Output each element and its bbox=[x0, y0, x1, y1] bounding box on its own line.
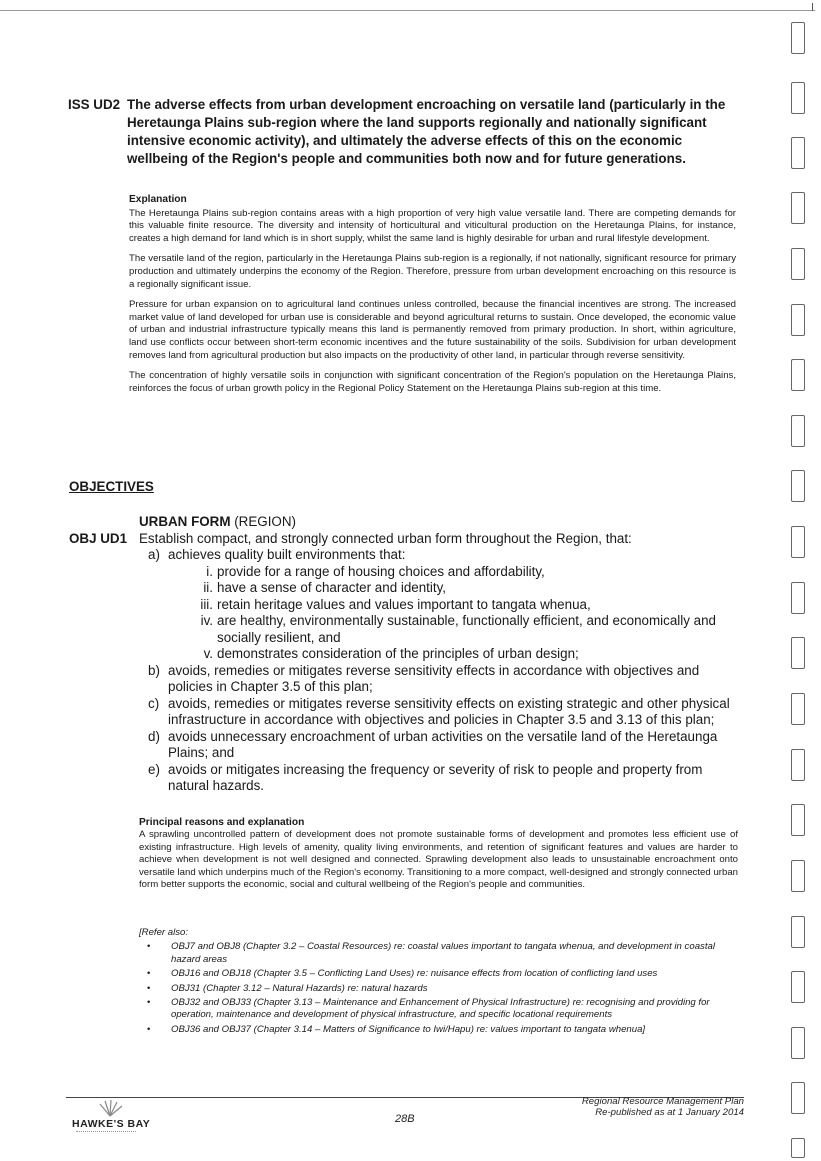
objective-sub-text: have a sense of character and identity, bbox=[217, 580, 447, 595]
objective-sub-label: iii. bbox=[200, 596, 213, 612]
objective-item bbox=[148, 547, 738, 663]
refer-also-item bbox=[139, 1024, 738, 1036]
refer-also-item bbox=[139, 941, 738, 966]
objective-code: OBJ UD1 bbox=[69, 531, 128, 546]
objective-sub-text: retain heritage values and values important to tangata whenua, bbox=[217, 596, 591, 612]
explanation-paragraph: The concentration of highly versatile soils in conjunction with significant concentration of the Region's population on the Heretaunga Plains, reinforces the focus of urban growth policy in the Regional Policy Statement on the Heretaunga Plains sub-region at this time. bbox=[129, 370, 736, 394]
objective-sub-item bbox=[168, 646, 738, 663]
objective-item bbox=[148, 663, 738, 696]
explanation-heading: Explanation bbox=[129, 194, 187, 205]
objective-sub-list bbox=[168, 564, 738, 663]
issue-block bbox=[68, 96, 738, 168]
republished-date: Re-published as at 1 January 2014 bbox=[595, 1107, 744, 1118]
objective-item-label: b) bbox=[148, 662, 160, 678]
objective-sub-label: ii. bbox=[203, 580, 213, 595]
refer-also-text: OBJ16 and OBJ18 (Chapter 3.5 – Conflicting Land Uses) re: nuisance effects from location of conflicting land uses bbox=[171, 968, 658, 980]
objective-item-label: e) bbox=[148, 761, 160, 777]
binder-hole bbox=[791, 1138, 805, 1158]
bullet-icon: • bbox=[147, 1023, 151, 1035]
binder-hole bbox=[791, 916, 805, 948]
binder-hole bbox=[791, 526, 805, 558]
explanation-paragraph: The versatile land of the region, particularly in the Heretaunga Plains sub-region is a regionally, if not nationally, significant resource for primary production and ultimately underpins the economy of the Region. Therefore, pressure from urban development encroaching on this resource is a regionally significant issue. bbox=[129, 253, 736, 290]
bullet-icon: • bbox=[147, 982, 151, 994]
reasons-heading: Principal reasons and explanation bbox=[139, 817, 305, 828]
footer-plan-info bbox=[540, 1096, 744, 1118]
refer-also-item bbox=[139, 983, 738, 995]
binder-hole bbox=[791, 637, 805, 669]
plan-title: Regional Resource Management Plan bbox=[581, 1096, 744, 1107]
refer-also-text: OBJ7 and OBJ8 (Chapter 3.2 – Coastal Resources) re: coastal values important to tangata whenua, and development in coastal hazard areas bbox=[171, 941, 715, 965]
bullet-icon: • bbox=[147, 968, 151, 980]
bullet-icon: • bbox=[147, 997, 151, 1009]
explanation-section bbox=[129, 194, 736, 403]
objective-sub-text: provide for a range of housing choices and affordability, bbox=[217, 563, 545, 579]
binder-hole bbox=[791, 804, 805, 836]
refer-also-text: OBJ32 and OBJ33 (Chapter 3.13 – Maintenance and Enhancement of Physical Infrastructure) re: recognising and providing for operation, maintenance and development of physical infrastructure, and specific locational requirements bbox=[171, 997, 710, 1021]
objective-intro: Establish compact, and strongly connected urban form throughout the Region, that: bbox=[139, 531, 632, 546]
binder-hole bbox=[791, 860, 805, 892]
objective-item bbox=[148, 729, 738, 762]
objective-sub-item bbox=[168, 597, 738, 614]
binder-hole bbox=[791, 304, 805, 336]
explanation-paragraph: The Heretaunga Plains sub-region contains areas with a high proportion of very high value versatile land. There are competing demands for this valuable finite resource. The diversity and intensity of horticultural and viticultural production on the Heretaunga Plains, for instance, creates a high demand for land which is in short supply, whilst the same land is highly desirable for urban and rural lifestyle development. bbox=[129, 207, 736, 244]
binder-hole bbox=[791, 1082, 805, 1114]
issue-text: The adverse effects from urban development encroaching on versatile land (particularly in the Heretaunga Plains sub-region where the land supports regionally and nationally significant intensive economic activity), and ultimately the adverse effects of this on the economic wellbeing of the Region's people and communities both now and for future generations. bbox=[127, 97, 726, 166]
objective-item bbox=[148, 696, 738, 729]
binder-hole bbox=[791, 192, 805, 224]
binder-hole bbox=[791, 582, 805, 614]
refer-also-list bbox=[139, 941, 738, 1036]
top-rule bbox=[0, 10, 815, 11]
objective-item-text: achieves quality built environments that: bbox=[168, 547, 406, 562]
objective-item-label: c) bbox=[148, 695, 160, 711]
binder-hole bbox=[791, 82, 805, 114]
objective-sub-text: are healthy, environmentally sustainable, functionally efficient, and economically and socially resilient, and bbox=[217, 613, 716, 645]
refer-also-text: OBJ31 (Chapter 3.12 – Natural Hazards) re: natural hazards bbox=[171, 982, 428, 994]
binder-hole bbox=[791, 971, 805, 1003]
objective-sub-item bbox=[168, 580, 738, 597]
logo-underline bbox=[76, 1131, 136, 1132]
binder-hole bbox=[791, 1027, 805, 1059]
objective-item-text: avoids unnecessary encroachment of urban activities on the versatile land of the Heretaunga Plains; and bbox=[168, 728, 718, 760]
objective-item-text: avoids, remedies or mitigates reverse sensitivity effects in accordance with objectives and policies in Chapter 3.5 of this plan; bbox=[168, 662, 700, 694]
urban-form-suffix: (REGION) bbox=[230, 514, 296, 529]
objective-sub-label: i. bbox=[206, 563, 213, 579]
objective-sub-label: v. bbox=[203, 646, 213, 661]
binder-hole bbox=[791, 470, 805, 502]
refer-also-section bbox=[139, 927, 738, 1038]
objective-list bbox=[148, 547, 738, 795]
bullet-icon: • bbox=[147, 941, 151, 953]
binder-holes bbox=[789, 22, 811, 1157]
objective-item-text: avoids, remedies or mitigates reverse sensitivity effects on existing strategic and other physical infrastructure in accordance with objectives and policies in Chapter 3.5 and 3.13 of this plan; bbox=[168, 695, 730, 727]
binder-hole bbox=[791, 359, 805, 391]
binder-hole bbox=[791, 137, 805, 169]
issue-code: ISS UD2 bbox=[68, 97, 121, 112]
binder-hole bbox=[791, 415, 805, 447]
objective-item-label: d) bbox=[148, 728, 160, 744]
objective-item-label: a) bbox=[148, 547, 160, 562]
refer-also-lead: [Refer also: bbox=[139, 927, 189, 938]
objective-sub-text: demonstrates consideration of the principles of urban design; bbox=[217, 646, 579, 661]
binder-hole bbox=[791, 248, 805, 280]
refer-also-item bbox=[139, 968, 738, 980]
logo-mark-icon bbox=[94, 1098, 126, 1118]
objective-item-text: avoids or mitigates increasing the frequency or severity of risk to people and property from natural hazards. bbox=[168, 761, 703, 793]
binder-hole bbox=[791, 693, 805, 725]
urban-form-label: URBAN FORM bbox=[139, 514, 231, 529]
objective-sub-item bbox=[168, 613, 738, 646]
objective-sub-label: iv. bbox=[200, 613, 213, 628]
explanation-paragraph: Pressure for urban expansion on to agricultural land continues unless controlled, because the financial incentives are strong. The increased market value of land developed for urban use is considerable and beyond agricultural returns to sustain. Once developed, the economic value of urban and industrial infrastructure typically means this land is permanently removed from primary production. In short, within agriculture, land use conflicts occur between short-term economic incentives and the future sustainability of the soils. Subdivision for urban development removes land from agricultural production but also impacts on the productivity of other land, in particular through reverse sensitivity. bbox=[129, 299, 736, 361]
refer-also-text: OBJ36 and OBJ37 (Chapter 3.14 – Matters of Significance to Iwi/Hapu) re: values important to tangata whenua] bbox=[171, 1023, 646, 1035]
objectives-heading: OBJECTIVES bbox=[69, 479, 154, 494]
reasons-section bbox=[139, 817, 738, 891]
logo-text: HAWKE'S BAY bbox=[72, 1118, 151, 1130]
reasons-text: A sprawling uncontrolled pattern of development does not promote sustainable forms of development and promotes less efficient use of existing infrastructure. High levels of amenity, quality living environments, and retention of significant features and values are harder to achieve when development is not well designed and connected. Sprawling development also leads to unsustainable encroachment onto versatile land which underpins much of the Region's economy. Transitioning to a more compact, well-designed and strongly connected urban form better supports the economic, social and cultural wellbeing of the Region's people and communities. bbox=[139, 829, 738, 891]
objective-sub-item bbox=[168, 564, 738, 581]
binder-hole bbox=[791, 749, 805, 781]
refer-also-item bbox=[139, 997, 738, 1022]
hawkes-bay-logo bbox=[72, 1098, 162, 1138]
objective-item bbox=[148, 762, 738, 795]
page-number: 28B bbox=[395, 1113, 415, 1125]
top-tick bbox=[812, 3, 813, 11]
binder-hole bbox=[791, 22, 805, 54]
urban-form-title bbox=[139, 514, 296, 529]
